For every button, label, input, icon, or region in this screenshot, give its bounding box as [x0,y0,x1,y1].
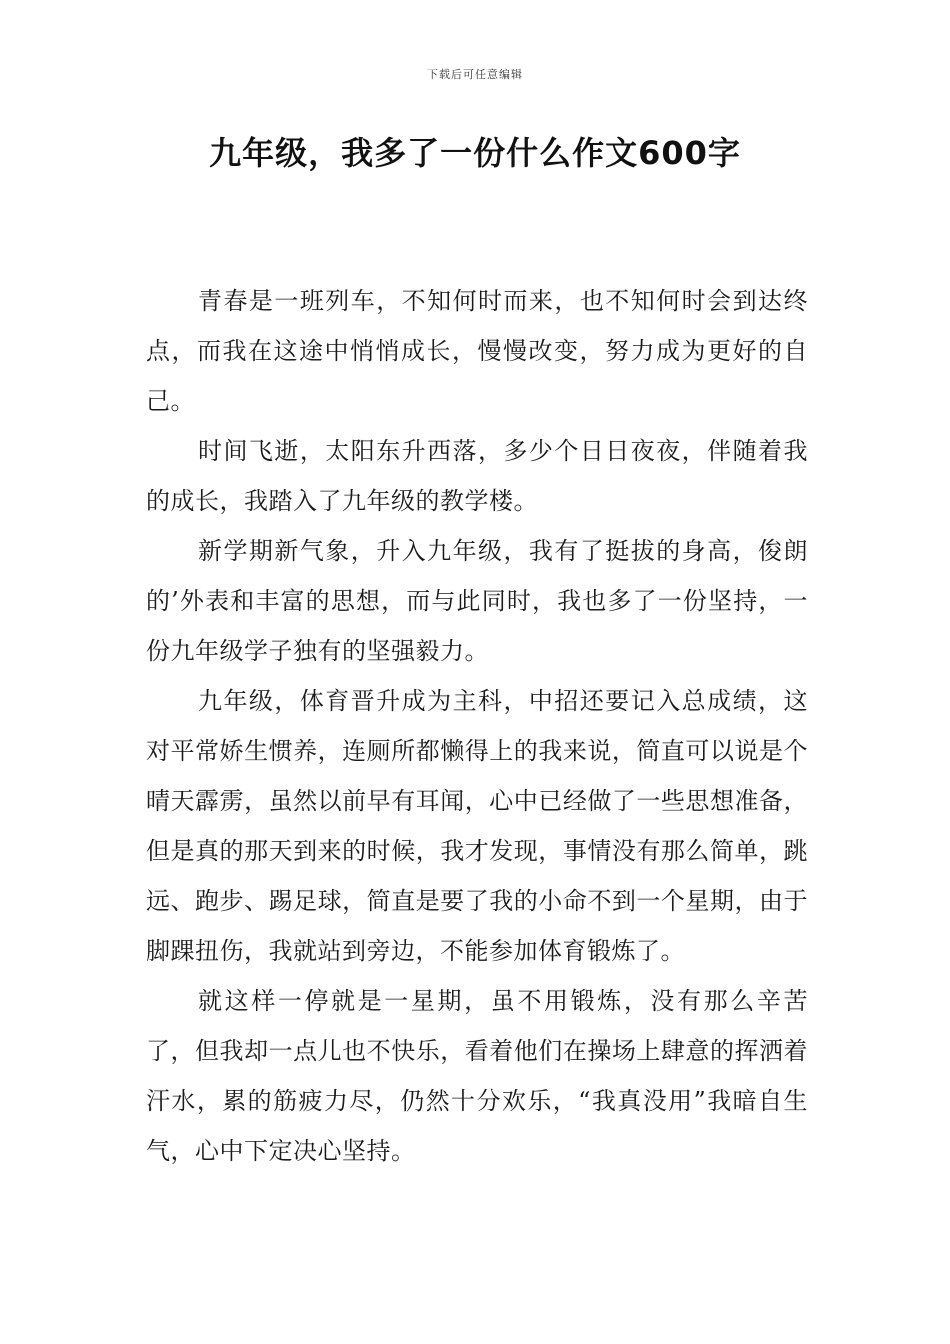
header-note: 下载后可任意编辑 [427,68,523,81]
paragraph-1: 青春是一班列车，不知何时而来，也不知何时会到达终点，而我在这途中悄悄成长，慢慢改变，努力成为更好的自己。 [146,287,808,415]
paragraph-2: 时间飞逝，太阳东升西落，多少个日日夜夜，伴随着我的成长，我踏入了九年级的教学楼。 [146,437,808,515]
paragraph-4: 九年级，体育晋升成为主科，中招还要记入总成绩，这对平常娇生惯养，连厕所都懒得上的我来说，简直可以说是个晴天霹雳，虽然以前早有耳闻，心中已经做了一些思想准备，但是真的那天到来的时候，我才发现，事情没有那么简单，跳远、跑步、踢足球，简直是要了我的小命不到一个星期，由于脚踝扭伤，我就站到旁边，不能参加体育锻炼了。 [146,687,808,965]
document-title: 九年级，我多了一份什么作文600字 [209,134,741,172]
document-body [146,276,808,1176]
paragraph-3: 新学期新气象，升入九年级，我有了挺拔的身高，俊朗的’外表和丰富的思想，而与此同时，我也多了一份坚持，一份九年级学子独有的坚强毅力。 [146,537,808,665]
paragraph-5: 就这样一停就是一星期，虽不用锻炼，没有那么辛苦了，但我却一点儿也不快乐，看着他们在操场上肆意的挥洒着汗水，累的筋疲力尽，仍然十分欢乐，“我真没用”我暗自生气，心中下定决心坚持。 [146,987,808,1165]
